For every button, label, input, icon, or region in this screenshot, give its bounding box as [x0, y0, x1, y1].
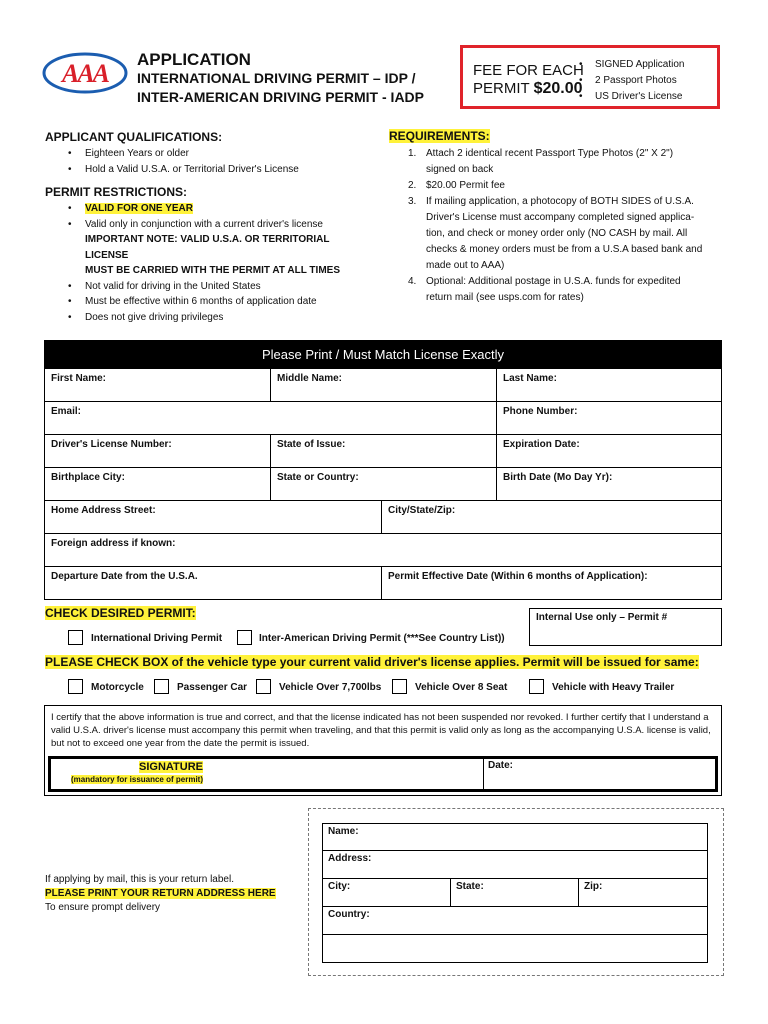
- table-row: [44, 501, 722, 534]
- list-item: • Not valid for driving in the United States: [45, 279, 375, 295]
- page-subtitle-idp: INTERNATIONAL DRIVING PERMIT – IDP /: [137, 70, 416, 86]
- svg-text:AAA: AAA: [61, 59, 109, 88]
- requirements-list: [400, 146, 725, 306]
- requirements-heading: REQUIREMENTS:: [389, 129, 490, 143]
- motorcycle-label: Motorcycle: [91, 682, 144, 693]
- signature-box[interactable]: [48, 756, 718, 792]
- return-zip-field[interactable]: Zip:: [584, 881, 603, 892]
- list-item: • SIGNED Application: [595, 57, 685, 73]
- form-header: Please Print / Must Match License Exactly: [44, 340, 722, 369]
- return-address-field[interactable]: Address:: [328, 853, 372, 864]
- birthplace-city-field[interactable]: Birthplace City:: [45, 468, 271, 500]
- aaa-logo: [42, 52, 128, 94]
- fee-box: [460, 45, 720, 109]
- last-name-field[interactable]: Last Name:: [503, 373, 557, 384]
- phone-field[interactable]: Phone Number:: [503, 406, 578, 417]
- list-item: 1. Attach 2 identical recent Passport Type Photos (2" X 2") signed on back: [408, 148, 674, 175]
- qualifications-heading: APPLICANT QUALIFICATIONS:: [45, 130, 223, 144]
- return-name-field[interactable]: Name:: [328, 826, 359, 837]
- qualifications-list: [45, 146, 375, 177]
- page-subtitle-iadp: INTER-AMERICAN DRIVING PERMIT - IADP: [137, 89, 424, 105]
- return-extra-line-field[interactable]: [323, 935, 707, 962]
- list-item: • Does not give driving privileges: [45, 310, 375, 326]
- certification-text: I certify that the above information is true and correct, and that the license indicated has not been suspended nor revoked. I further certify that I understand a valid U.S.A. driver's license must accompany this permit when traveling, and that this permit is valid only as long as the accompanying U.S.A. license is valid, but not to exceed one year from the date the permit is issued.: [51, 712, 711, 749]
- fee-requirements-list: [595, 57, 685, 105]
- signature-label: SIGNATURE (mandatory for issuance of permit): [70, 761, 203, 784]
- home-address-field[interactable]: Home Address Street:: [45, 501, 382, 533]
- passenger-car-label: Passenger Car: [177, 682, 248, 693]
- middle-name-field[interactable]: Middle Name:: [271, 369, 497, 401]
- expiration-date-field[interactable]: Expiration Date:: [503, 439, 580, 450]
- vehicle-over-7700-label: Vehicle Over 7,700lbs: [279, 682, 382, 693]
- table-row: [322, 907, 708, 935]
- table-row: [322, 823, 708, 851]
- list-item: • Valid only in conjunction with a current driver's license: [45, 217, 375, 233]
- certification-box: [44, 705, 722, 796]
- heavy-trailer-checkbox[interactable]: [529, 679, 544, 694]
- vehicle-over-8-seat-checkbox[interactable]: [392, 679, 407, 694]
- applicant-form-table: [44, 340, 722, 600]
- page-title: APPLICATION: [137, 50, 251, 69]
- table-row: [44, 435, 722, 468]
- return-label-table: [322, 823, 708, 963]
- table-row: [322, 935, 708, 963]
- list-item: • 2 Passport Photos: [595, 73, 685, 89]
- state-of-issue-field[interactable]: State of Issue:: [271, 435, 497, 467]
- table-row: [44, 402, 722, 435]
- list-item: • Eighteen Years or older: [45, 146, 375, 162]
- iadp-label: Inter-American Driving Permit (***See Country List)): [259, 633, 505, 644]
- important-note: IMPORTANT NOTE: VALID U.S.A. OR TERRITORIAL LICENSE: [85, 234, 330, 261]
- list-item: 2. $20.00 Permit fee: [408, 180, 505, 191]
- motorcycle-checkbox[interactable]: [68, 679, 83, 694]
- table-row: [322, 851, 708, 879]
- return-city-field[interactable]: City:: [323, 879, 451, 906]
- list-item: • US Driver's License: [595, 89, 685, 105]
- table-row: [44, 567, 722, 600]
- list-item: 4. Optional: Additional postage in U.S.A. funds for expedited return mail (see usps.com for rates): [408, 276, 681, 303]
- check-permit-heading: CHECK DESIRED PERMIT:: [45, 606, 196, 620]
- email-field[interactable]: Email:: [45, 402, 497, 434]
- list-item: • Must be effective within 6 months of application date: [45, 294, 375, 310]
- license-number-field[interactable]: Driver's License Number:: [45, 435, 271, 467]
- passenger-car-checkbox[interactable]: [154, 679, 169, 694]
- return-state-field[interactable]: State:: [451, 879, 579, 906]
- fee-line1: FEE FOR EACH: [473, 62, 584, 79]
- signature-date-field[interactable]: Date:: [483, 756, 718, 792]
- table-row: [44, 534, 722, 567]
- idp-checkbox[interactable]: [68, 630, 83, 645]
- fee-line2: PERMIT $20.00: [473, 80, 583, 97]
- vehicle-over-7700-checkbox[interactable]: [256, 679, 271, 694]
- first-name-field[interactable]: First Name:: [45, 369, 271, 401]
- departure-date-field[interactable]: Departure Date from the U.S.A.: [45, 567, 382, 599]
- city-state-zip-field[interactable]: City/State/Zip:: [388, 505, 456, 516]
- birth-date-field[interactable]: Birth Date (Mo Day Yr):: [503, 472, 613, 483]
- list-item: • VALID FOR ONE YEAR: [45, 201, 375, 217]
- restrictions-heading: PERMIT RESTRICTIONS:: [45, 185, 188, 199]
- mail-note-delivery: To ensure prompt delivery: [45, 902, 161, 913]
- table-row: [322, 879, 708, 907]
- table-row: [44, 369, 722, 402]
- internal-use-box: Internal Use only – Permit #: [529, 608, 722, 646]
- heavy-trailer-label: Vehicle with Heavy Trailer: [552, 682, 675, 693]
- mail-instruction: PLEASE PRINT YOUR RETURN ADDRESS HERE: [45, 888, 276, 899]
- foreign-address-field[interactable]: Foreign address if known:: [51, 538, 176, 549]
- iadp-checkbox[interactable]: [237, 630, 252, 645]
- list-item: 3. If mailing application, a photocopy of BOTH SIDES of U.S.A. Driver's License must accompany completed signed applica- tion, and check or money order only (NO CASH by mail. All checks & money orders must be from a U.S.A based bank and made out to AAA): [408, 196, 703, 271]
- return-country-field[interactable]: Country:: [328, 909, 370, 920]
- idp-label: International Driving Permit: [91, 633, 223, 644]
- vehicle-over-8-seat-label: Vehicle Over 8 Seat: [415, 682, 508, 693]
- list-item: • Hold a Valid U.S.A. or Territorial Driver's License: [45, 162, 375, 178]
- restrictions-list: [45, 201, 375, 325]
- important-note: MUST BE CARRIED WITH THE PERMIT AT ALL TIMES: [85, 265, 340, 276]
- mail-note: If applying by mail, this is your return label.: [45, 874, 234, 885]
- table-row: [44, 468, 722, 501]
- vehicle-type-heading: PLEASE CHECK BOX of the vehicle type your current valid driver's license applies. Permit will be issued for same:: [45, 655, 699, 669]
- permit-effective-date-field[interactable]: Permit Effective Date (Within 6 months of Application):: [388, 571, 648, 582]
- fee-amount: $20.00: [533, 80, 583, 97]
- state-or-country-field[interactable]: State or Country:: [271, 468, 497, 500]
